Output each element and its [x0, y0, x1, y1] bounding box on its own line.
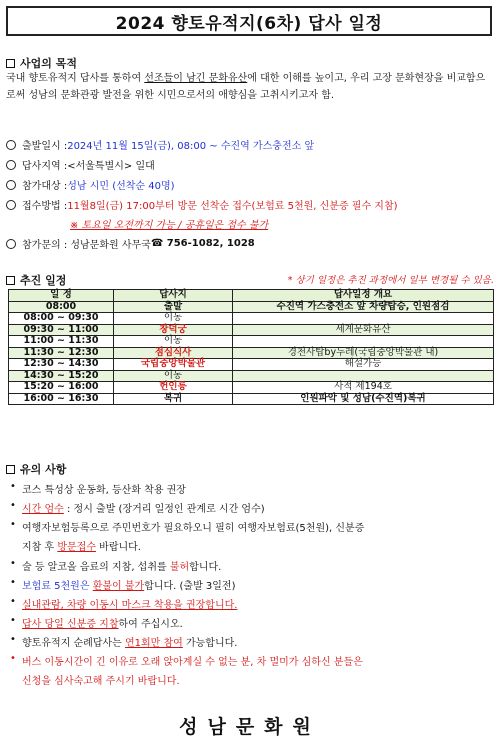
bullet-dot-icon: • [10, 596, 16, 607]
square-bullet-icon [6, 276, 15, 285]
bullet-dot-icon: • [10, 653, 16, 664]
depart-info: 출발일시 : 2024년 11월 15일(금), 08:00 ~ 수진역 가스충전소 앞 [6, 137, 314, 152]
table-row: 08:00 ~ 09:30 이동 [9, 313, 494, 325]
table-header-row [9, 290, 494, 302]
page-title: 2024 향토유적지(6차) 답사 일정 [115, 13, 383, 34]
circle-bullet-icon [6, 140, 16, 150]
contact-info: 참가문의 : 성남문화원 사무국 ☎ 756-1082, 1028 [6, 236, 255, 251]
table-row: 11:30 ~ 12:30 점심식사 경천사탑by두레(국립중앙박물관 내) [9, 347, 494, 359]
apply-note: ※ 토요일 오전까지 가능 / 공휴일은 접수 불가 [70, 220, 269, 231]
table-row: 15:20 ~ 16:00 헌인릉 사적 제194호 [9, 382, 494, 394]
table-row: 16:00 ~ 16:30 복귀 인원파악 및 성남(수진역)복귀 [9, 393, 494, 405]
bullet-dot-icon: • [10, 558, 16, 569]
square-bullet-icon [6, 465, 15, 474]
purpose-heading: 사업의 목적 [6, 55, 77, 71]
table-row: 08:00 출발 수진역 가스충전소 앞 차량탑승, 인원점검 [9, 301, 494, 313]
bullet-dot-icon: • [10, 519, 16, 530]
bullet-dot-icon: • [10, 577, 16, 588]
schedule-heading: 추진 일정 [6, 272, 66, 288]
schedule-table [8, 289, 494, 405]
table-row: 11:00 ~ 11:30 이동 [9, 336, 494, 348]
notice-item: • 실내관람, 차량 이동시 마스크 착용을 권장합니다. [10, 596, 238, 611]
table-row: 14:30 ~ 15:20 이동 [9, 370, 494, 382]
title-box [6, 6, 492, 36]
square-bullet-icon [6, 59, 15, 68]
notice-item: • 보험료 5천원은 환불이 불가합니다. (출발 3일전) [10, 577, 236, 592]
header-place: 답사지 [114, 290, 233, 302]
circle-bullet-icon [6, 180, 16, 190]
bullet-dot-icon: • [10, 500, 16, 511]
target-info: 참가대상 : 성남 시민 (선착순 40명) [6, 177, 175, 192]
circle-bullet-icon [6, 160, 16, 170]
header-desc: 답사일정 개요 [233, 290, 494, 302]
table-row: 12:30 ~ 14:30 국립중앙박물관 해설가능 [9, 359, 494, 371]
notice-item: • 여행자보험등록으로 주민번호가 필요하오니 필히 여행자보험료(5천원), 신분증 [10, 519, 365, 534]
notice-item-cont: 신청을 심사숙고해 주시기 바랍니다. [22, 676, 180, 687]
bullet-dot-icon: • [10, 615, 16, 626]
notice-item: • 버스 이동시간이 긴 이유로 오래 앉아계실 수 없는 분, 차 멀미가 심하신 분들은 [10, 653, 363, 668]
notice-item: • 코스 특성상 운동화, 등산화 착용 권장 [10, 481, 186, 496]
notice-item: • 향토유적지 순례답사는 연1회만 참여 가능합니다. [10, 634, 238, 649]
circle-bullet-icon [6, 239, 16, 249]
region-info: 답사지역 : <서울특별시> 일대 [6, 157, 155, 172]
notice-item: • 술 등 알코올 음료의 지참, 섭취를 불허합니다. [10, 558, 222, 573]
footer-org-name: 성남문화원 [179, 716, 321, 738]
notice-item: • 시간 엄수 : 정시 출발 (장거리 일정인 관계로 시간 엄수) [10, 500, 265, 515]
purpose-text: 국내 향토유적지 답사를 통하여 선조들이 남긴 문화유산에 대한 이해를 높이고, 우리 고장 문화현장을 비교함으로써 성남의 문화관광 발전을 위한 시민으로서의 애향심을 고취시키고자 함. [6, 73, 486, 101]
notices-heading: 유의 사항 [6, 461, 66, 477]
notice-item: • 답사 당일 신분증 지참하여 주십시오. [10, 615, 183, 630]
table-row: 09:30 ~ 11:00 창덕궁 세계문화유산 [9, 324, 494, 336]
apply-info: 접수방법 : 11월8일(금) 17:00부터 방문 선착순 접수(보험료 5천원, 신분증 필수 지참) [6, 197, 398, 212]
bullet-dot-icon: • [10, 634, 16, 645]
header-time: 일 정 [9, 290, 114, 302]
bullet-dot-icon: • [10, 481, 16, 492]
notice-item-cont: 지참 후 방문접수 바랍니다. [22, 542, 141, 553]
circle-bullet-icon [6, 200, 16, 210]
schedule-note: * 상기 일정은 추진 과정에서 일부 변경될 수 있음. [287, 275, 494, 286]
